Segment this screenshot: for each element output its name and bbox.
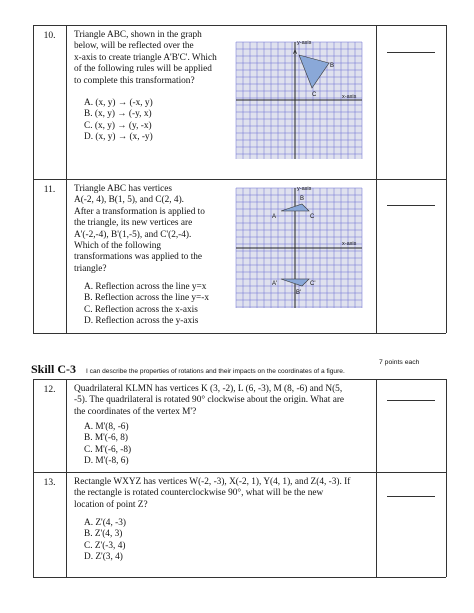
col-border [66,25,67,333]
option-c[interactable]: C. M'(-6, -8) [84,444,132,455]
y-axis-label: y-axis [297,40,312,46]
question-line: Triangle ABC, shown in the graph [74,30,202,40]
y-axis-label: y-axis [297,186,312,192]
option-d[interactable]: D. Reflection across the y-axis [84,316,199,327]
option-b[interactable]: B. M'(-6, 8) [84,433,129,444]
option-c[interactable]: C. Reflection across the x-axis [84,304,198,315]
option-d[interactable]: D. Z'(3, 4) [84,552,123,563]
answer-options [84,98,234,144]
option-c[interactable]: C. (x, y) → (y, -x) [84,120,152,131]
table-border-top [33,25,446,26]
table-border-bottom [33,577,446,578]
question-line: the rectangle is rotated counterclockwise 90°, what will be the new [74,488,324,499]
question-line: x-axis to create triangle A'B'C'. Which [74,52,217,63]
table-border-bottom [33,333,446,334]
col-border [376,25,377,333]
option-d[interactable]: D. M'(-8, 6) [84,456,129,467]
question-line: Which of the following [74,241,162,252]
skill-heading [31,360,345,378]
col-border [33,25,34,333]
question-line: the triangle, its new vertices are [74,218,193,229]
question-number: 11. [43,185,56,195]
skill-description: I can describe the properties of rotations and their impacts on the coordinates of a figure. [86,368,345,375]
answer-options [84,422,234,468]
vertex-label: B [300,196,305,202]
question-number: 13. [43,478,56,488]
question-line: to complete this transformation? [74,75,195,86]
question-line: of the following rules will be applied [74,64,212,75]
question-line: Quadrilateral KLMN has vertices K (3, -2), L (6, -3), M (8, -6) and N(5, [74,384,343,394]
answer-blank[interactable] [387,496,435,497]
x-axis-label: x-axis [342,94,357,100]
answer-blank[interactable] [387,205,435,206]
vertex-label: A' [272,281,278,287]
vertex-label: A [272,214,277,220]
question-number: 12. [43,385,56,395]
answer-blank[interactable] [387,400,435,401]
vertex-label: B' [296,290,302,296]
option-a[interactable]: A. M'(8, -6) [84,422,129,432]
skill-title: Skill C-3 [31,362,77,376]
coordinate-graph [232,182,366,312]
x-axis-label: x-axis [342,241,357,247]
option-a[interactable]: A. (x, y) → (-x, y) [84,98,153,108]
col-border [446,25,447,333]
coordinate-graph [232,38,366,162]
option-a[interactable]: A. Reflection across the line y=x [84,282,207,292]
question-line: transformations was applied to the [74,252,203,263]
question-line: A'(-2,-4), B'(1,-5), and C'(2,-4). [74,229,192,240]
col-border [446,379,447,577]
option-b[interactable]: B. Z'(4, 3) [84,529,123,540]
answer-options [84,518,234,564]
vertex-label: A [293,50,298,56]
question-line: triangle? [74,263,107,274]
col-border [66,379,67,577]
vertex-label: C [312,92,317,98]
option-d[interactable]: D. (x, y) → (x, -y) [84,132,153,143]
row-divider [33,472,446,473]
answer-blank[interactable] [387,52,435,53]
option-a[interactable]: A. Z'(4, -3) [84,518,126,528]
question-text [74,30,244,87]
question-text [74,384,374,418]
col-border [376,379,377,577]
answer-options [84,282,254,328]
question-line: -5). The quadrilateral is rotated 90° clockwise about the origin. What are [74,395,345,406]
question-line: After a transformation is applied to [74,206,205,217]
row-divider [33,179,446,180]
table-border-top [33,379,446,380]
option-b[interactable]: B. (x, y) → (-y, x) [84,109,152,120]
vertex-label: C' [310,281,316,287]
question-line: Triangle ABC has vertices [74,184,173,194]
question-line: location of point Z? [74,499,148,510]
option-b[interactable]: B. Reflection across the line y=-x [84,293,210,304]
points-label: 7 points each [379,359,420,366]
question-line: below, will be reflected over the [74,41,194,52]
vertex-label: C [310,214,315,220]
question-text [74,184,244,275]
question-line: the coordinates of the vertex M'? [74,406,197,417]
question-line: Rectangle WXYZ has vertices W(-2, -3), X(-2, 1), Y(4, 1), and Z(4, -3). If [74,477,351,487]
question-number: 10. [43,31,56,41]
option-c[interactable]: C. Z'(-3, 4) [84,540,126,551]
vertex-label: B [330,63,335,69]
question-line: A(-2, 4), B(1, 5), and C(2, 4). [74,195,184,206]
question-text [74,477,374,511]
